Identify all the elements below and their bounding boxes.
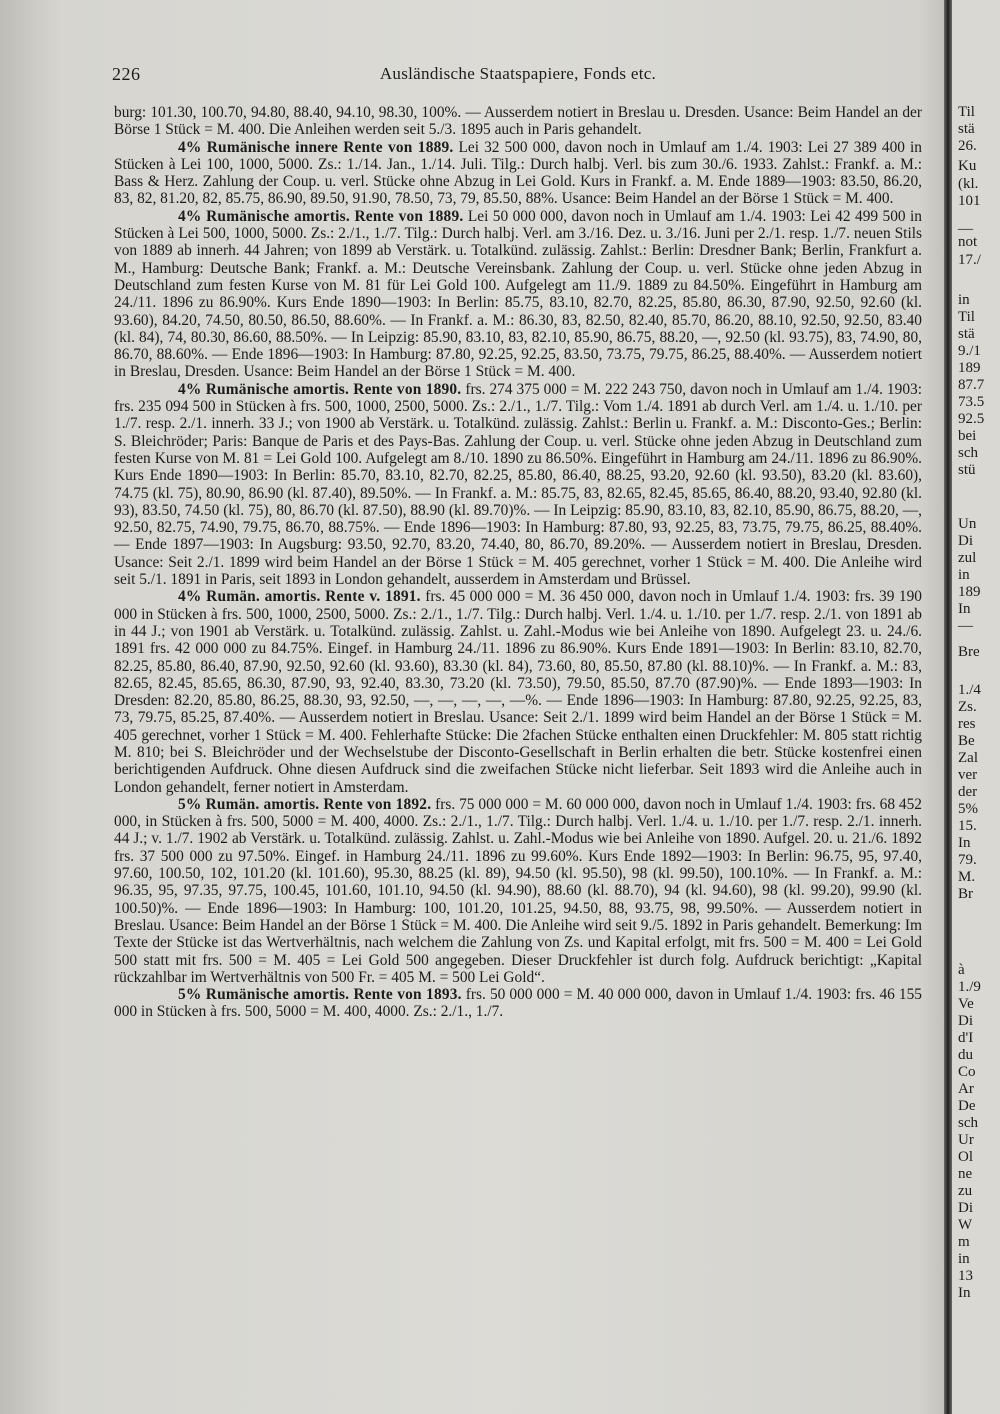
adjacent-page-fragment: In [958,1285,971,1301]
entry-text: frs. 50 000 000 = M. 40 000 000, davon in Umlauf 1./4. 1903: frs. 46 155 000 in Stücken à frs. 500, 5000 = M. 400, 4000. Zs.: 2./1., 1./7. [114,986,923,1021]
entry-rente-1892 [114,796,922,986]
adjacent-page-fragment: 92.5 [958,411,985,427]
adjacent-page-fragment: zul [958,550,977,566]
entry-rente-1890 [114,381,922,589]
adjacent-page-fragment: stä [958,121,975,137]
adjacent-page-fragment: ne [958,1166,973,1182]
entry-rente-1889-amortis [114,208,922,381]
adjacent-page-fragment: m [958,1234,970,1250]
adjacent-page-fragment: 87.7 [958,377,985,393]
adjacent-page-fragment: 5% [958,801,978,817]
body-text [114,104,922,1021]
adjacent-page-fragment: 1./9 [958,979,981,995]
adjacent-page-fragment: Ar [958,1081,974,1097]
adjacent-page-fragment: Til [958,309,975,325]
adjacent-page-fragment: Di [958,533,973,549]
adjacent-page-fragment: Til [958,104,975,120]
adjacent-page-fragment: sch [958,1115,978,1131]
entry-rente-1889-innere [114,139,922,208]
adjacent-page-fragment: du [958,1047,973,1063]
adjacent-page-edge [952,0,1000,1414]
adjacent-page-fragment: res [958,716,976,732]
adjacent-page-fragment: W [958,1217,973,1233]
page-number: 226 [112,64,141,84]
adjacent-page-fragment: 189 [958,584,981,600]
adjacent-page-fragment: bei [958,428,977,444]
adjacent-page-fragment: Ol [958,1149,973,1165]
entry-text: Lei 50 000 000, davon noch in Umlauf am 1./4. 1903: Lei 42 499 500 in Stücken à Lei 500, 1000, 5000. Zs.: 2./1., 1./7. Tilg.: Durch halbj. Verl. am 3./16. Dez. u. 3./16. Juni per 2./1. resp. 1./7. neuen Stils von 1889 ab innerh. 44 Jahren; von 1899 ab Verstärk. u. Totalkünd. zulässig. Zahlst.: Berlin: Dresdner Bank; Berlin, Frankfurt a. M., Hamburg: Deutsche Bank; Frankf. a. M.: Deutsche Vereinsbank. Zahlung der Coup. u. verl. Stücke ohne jeden Abzug in Deutschland zum festen Kurse von M. 81 für Lei Gold 100. Aufgelegt am 11./9. 1889 zu 84.50%. Eingeführt in Hamburg am 24./11. 1896 zu 86.90%. Kurs Ende 1890—1903: In Berlin: 85.75, 83.10, 82.70, 82.25, 85.80, 86.30, 87.90, 92.50, 92.60 (kl. 93.60), 84.20, 74.50, 80.50, 86.50, 88.60%. — In Frankf. a. M.: 86.30, 83, 82.50, 82.40, 85.70, 86.20, 88.10, 92.50, 92.50, 83.40 (kl. 84), 74, 80.30, 86.60, 88.50%. — In Leipzig: 85.90, 83.10, 83, 82.10, 85.90, 86.75, 88.20, —, 92.50 (kl. 93.75), 83, 74.90, 80, 86.70, 88.60%. — Ende 1896—1903: In Hamburg: 87.80, 92.25, 92.25, 83.50, 73.75, 79.75, 86.25, 88.40%. — Ausserdem notiert in Breslau, Dresden. Usance: Beim Handel an der Börse 1 Stück = M. 400. [114,207,922,381]
entry-title: 4% Rumänische amortis. Rente von 1890. [178,380,462,398]
entry-title: 4% Rumänische amortis. Rente von 1889. [178,207,464,225]
adjacent-page-fragment: not [958,234,978,250]
adjacent-page-fragment: stä [958,326,975,342]
adjacent-page-fragment: M. [958,869,976,885]
adjacent-page-fragment: 26. [958,138,977,154]
adjacent-page-fragment: Zs. [958,699,977,715]
entry-title: 5% Rumänische amortis. Rente von 1893. [178,986,462,1004]
entry-text: frs. 274 375 000 = M. 222 243 750, davon noch in Umlauf am 1./4. 1903: frs. 235 094 500 in Stücken à frs. 500, 1000, 2500, 5000. Zs.: 2./1., 1./7. Tilg.: Vom 1./4. 1891 ab durch Verl. am 1./4. u. 1./10. per 1./7. resp. 2./1. innerh. 33 J.; von 1900 ab Verstärk. u. Totalkünd. zulässig. Zahlst.: Berlin u. Frankf. a. M.: Disconto-Ges.; Berlin: S. Bleichröder; Paris: Banque de Paris et des Pays-Bas. Zahlung der Coup. u. verl. Stücke ohne jeden Abzug in Deutschland zum festen Kurse von M. 81 = Lei Gold 100. Aufgelegt am 8./10. 1890 zu 86.50%. Eingeführt in Hamburg am 24./11. 1896 zu 86.90%. Kurs Ende 1890—1903: In Berlin: 85.70, 83.10, 82.70, 82.25, 85.80, 86.40, 88.25, 93.20, 92.60 (kl. 93.50), 83.20 (kl. 83.60), 74.75 (kl. 75), 80.90, 86.90 (kl. 87.40), 89.50%. — In Frankf. a. M.: 85.75, 83, 82.65, 82.45, 85.65, 86.40, 88.20, 93.40, 92.80 (kl. 93), 83.50, 74.50 (kl. 75), 80, 86.70 (kl. 87.50), 88.90 (kl. 89.70)%. — In Leipzig: 85.90, 83.10, 83, 82.10, 85.90, 86.75, 88.20, —, 92.50, 82.75, 74.90, 79.75, 86.70, 88.75%. — Ende 1896—1903: In Hamburg: 87.80, 93, 92.25, 83, 73.75, 79.75, 86.25, 88.40%. — Ende 1897—1903: In Augsburg: 93.50, 92.70, 83.20, 74.40, 80, 86.70, 89.20%. — Ausserdem notiert in Breslau, Dresden. Usance: Seit 2./1. 1899 wird beim Handel an der Börse 1 Stück = M. 405 gerechnet, vorher 1 Stück = M. 400. Die Anleihe wird seit 5./1. 1891 in Paris, seit 1893 in London gehandelt, ausserdem in Amsterdam und Brüssel. [114,380,922,589]
paragraph-text: burg: 101.30, 100.70, 94.80, 88.40, 94.10, 98.30, 100%. — Ausserdem notiert in Breslau u. Dresden. Usance: Beim Handel an der Börse 1 Stück = M. 400. Die Anleihen werden seit 5./3. 1895 auch in Paris gehandelt. [114,104,922,139]
adjacent-page-fragment: Co [958,1064,976,1080]
adjacent-page-fragment: (kl. [958,176,979,192]
adjacent-page-fragment: 189 [958,360,981,376]
book-gutter [944,0,952,1414]
entry-text: frs. 75 000 000 = M. 60 000 000, davon noch in Umlauf 1./4. 1903: frs. 68 452 000, in Stücken à frs. 500, 5000 = M. 400, 4000. Zs.: 2./1., 1./7. Tilg.: Durch halbj. Verl. 1./4. u. 1./10. per 1./7. resp. 2./1. innerh. 44 J.; v. 1./7. 1902 ab Verstärk. u. Totalkünd. zulässig. Zahlst. u. Zahl.-Modus wie bei Anleihe von 1890. Aufgel. 20. u. 21./6. 1892 frs. 37 500 000 zu 97.50%. Eingef. in Hamburg 24./11. 1896 zu 99.60%. Kurs Ende 1892—1903: In Berlin: 96.75, 95, 97.40, 97.60, 100.50, 102, 101.20 (kl. 101.60), 95.30, 88.25 (kl. 89), 94.50 (kl. 95.50), 98 (kl. 99.50), 100.10%. — In Frankf. a. M.: 96.35, 95, 97.35, 97.75, 100.45, 101.60, 101.10, 94.50 (kl. 94.90), 88.60 (kl. 88.70), 94 (kl. 94.60), 98 (kl. 99.20), 99.90 (kl. 100.50)%. — Ende 1896—1903: In Hamburg: 100, 101.20, 101.25, 94.50, 88, 93.75, 98, 99.50%. — Ausserdem notiert in Breslau. Usance: Beim Handel an der Börse 1 Stück = M. 400. Die Anleihe wird seit 9./5. 1892 in Paris gehandelt. Bemerkung: Im Texte der Stücke ist das Wertverhältnis, nach welchem die Zahlung von Zs. und Kapital erfolgt, mit frs. 500 = M. 400 = Lei Gold 500 statt mit frs. 500 = M. 405 = Lei Gold 500 angegeben. Dieser Druckfehler ist durch folg. Aufdruck berichtigt: „Kapital rückzahlbar im Wertverhältnis von 500 Fr. = 405 M. = 500 Lei Gold“. [114,795,922,986]
adjacent-page-fragment: 13 [958,1268,973,1284]
entry-title: 5% Rumän. amortis. Rente von 1892. [178,795,432,813]
adjacent-page-fragment: 101 [958,193,981,209]
adjacent-page-fragment: in [958,1251,970,1267]
entry-title: 4% Rumänische innere Rente von 1889. [178,138,454,156]
adjacent-page-fragment: stü [958,462,976,478]
adjacent-page-fragment: Di [958,1013,973,1029]
adjacent-page-fragment: Ve [958,996,974,1012]
adjacent-page-fragment: ver [958,767,978,783]
adjacent-page-fragment: 15. [958,818,977,834]
adjacent-page-fragment: Bre [958,644,980,660]
adjacent-page-fragment: Br [958,886,973,902]
page-header [112,62,924,90]
adjacent-page-fragment: Be [958,733,975,749]
adjacent-page-fragment: Un [958,516,977,532]
adjacent-page-fragment: in [958,567,970,583]
adjacent-page-fragment: 9./1 [958,343,981,359]
adjacent-page-fragment: 79. [958,852,977,868]
adjacent-page-fragment: — [958,221,973,237]
entry-text: Lei 32 500 000, davon noch in Umlauf am 1./4. 1903: Lei 27 389 400 in Stücken à Lei 100, 1000, 5000. Zs.: 1./14. Jan., 1./14. Juli. Tilg.: Durch halbj. Verl. bis zum 30./6. 1933. Zahlst.: Frankf. a. M.: Bass & Herz. Zahlung der Coup. u. verl. Stücke ohne Abzug in Lei Gold. Kurs in Frankf. a. M. Ende 1889—1903: 83.50, 86.20, 83, 82, 81.20, 82, 85.75, 86.90, 89.50, 91.90, 78.50, 73, 79, 85.50, 88%. Usance: Beim Handel an der Börse 1 Stück = M. 400. [114,138,922,208]
adjacent-page-fragment: 73.5 [958,394,985,410]
adjacent-page-fragment: zu [958,1183,973,1199]
entry-text: frs. 45 000 000 = M. 36 450 000, davon noch in Umlauf 1./4. 1903: frs. 39 190 000 in Stücken à frs. 500, 1000, 2500, 5000. Zs.: 2./1., 1./7. Tilg.: Durch halbj. Verl. 1./4. u. 1./10. per 1./7. resp. 2./1. von 1891 ab in 44 J.; von 1901 ab Verstärk. u. Totalkünd. zulässig. Zahlst. u. Zahl.-Modus wie bei Anleihe von 1890. Aufgelegt 23. u. 24./6. 1891 frs. 42 000 000 zu 84.75%. Eingef. in Hamburg 24./11. 1896 zu 86.90%. Kurs Ende 1891—1903: In Berlin: 83.10, 82.70, 82.25, 85.80, 86.40, 87.90, 92.50, 92.60 (kl. 93.60), 83.30 (kl. 84), 73.60, 80, 85.50, 87.80 (kl. 88.10)%. — In Frankf. a. M.: 83, 82.65, 82.45, 85.65, 86.30, 87.90, 93, 92.40, 83.30, 73.20 (kl. 73.50), 79.50, 85.50, 87.70 (87.90)%. — Ende 1893—1903: In Dresden: 82.20, 85.80, 86.25, 88.30, 93, 92.50, —, —, —, —, —%. — Ende 1896—1903: In Hamburg: 87.80, 92.25, 92.25, 83, 73, 79.75, 85.25, 87.40%. — Ausserdem notiert in Breslau. Usance: Seit 2./1. 1899 wird beim Handel an der Börse 1 Stück = M. 405 gerechnet, vorher 1 Stück = M. 400. Fehlerhafte Stücke: Die 2fachen Stücke enthalten einen Druckfehler: M. 805 statt richtig M. 810; bei S. Bleichröder und der Wechselstube der Disconto-Gesellschaft in Berlin erhalten die betr. Stücke kostenfrei einen berichtigenden Aufdruck. Ohne diesen Aufdruck sind die zweifachen Stücke nicht lieferbar. Seit 1893 wird die Anleihe auch in London gehandelt, ferner notiert in Amsterdam. [114,588,922,796]
adjacent-page-fragment: Di [958,1200,973,1216]
adjacent-page-fragment: d'I [958,1030,974,1046]
adjacent-page-fragment: der [958,784,978,800]
adjacent-page-fragment: De [958,1098,976,1114]
adjacent-page-fragment: 1./4 [958,682,981,698]
adjacent-page-fragment: Ku [958,158,977,174]
adjacent-page-fragment: Ur [958,1132,974,1148]
adjacent-page-fragment: 17./ [958,252,981,268]
adjacent-page-fragment: In [958,601,971,617]
adjacent-page-fragment: — [958,618,973,634]
paragraph-continuation [114,104,922,139]
entry-title: 4% Rumän. amortis. Rente v. 1891. [178,588,421,606]
adjacent-page-fragment: in [958,292,970,308]
adjacent-page-fragment: Zal [958,750,978,766]
adjacent-page-fragment: In [958,835,971,851]
running-title: Ausländische Staatspapiere, Fonds etc. [379,64,657,83]
adjacent-page-fragment: à [958,962,965,978]
entry-rente-1891 [114,588,922,796]
entry-rente-1893 [114,986,922,1021]
adjacent-page-fragment: sch [958,445,978,461]
